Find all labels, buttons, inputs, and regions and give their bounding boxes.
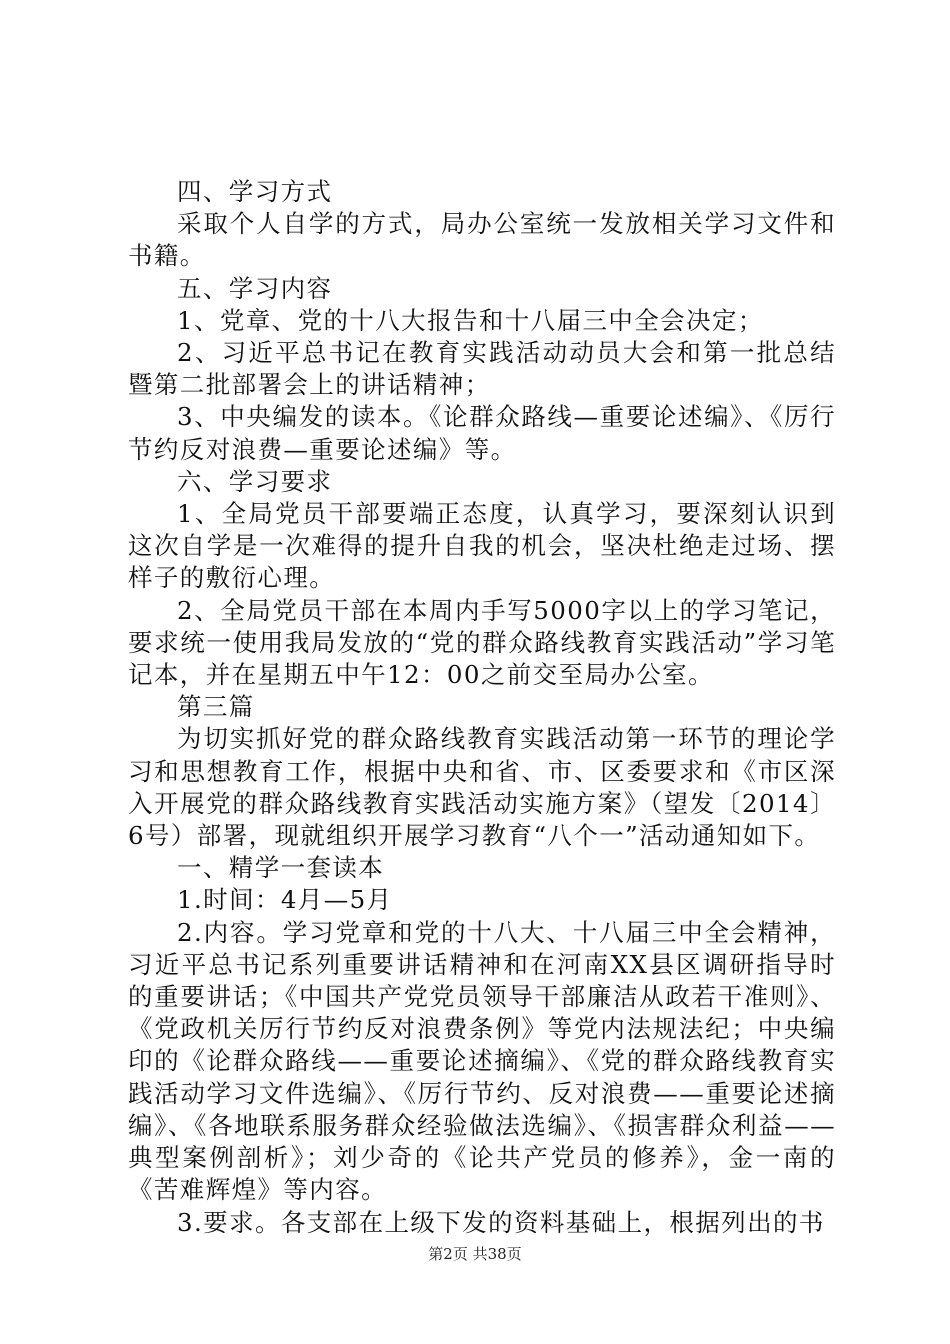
list-item: 3、中央编发的读本。《论群众路线—重要论述编》、《厉行节约反对浪费—重要论述编》等。 <box>128 402 836 464</box>
part-heading: 第三篇 <box>177 692 255 722</box>
list-item: 1.时间：4月—5月 <box>177 885 393 915</box>
list-item: 2、习近平总书记在教育实践活动动员大会和第一批总结暨第二批部署会上的讲话精神； <box>128 338 836 400</box>
list-item: 3.要求。各支部在上级下发的资料基础上，根据列出的书 <box>177 1207 825 1237</box>
section-heading-study-content: 五、学习内容 <box>177 273 333 303</box>
section-heading-study-method: 四、学习方式 <box>177 177 333 206</box>
list-item: 1、全局党员干部要端正态度，认真学习，要深刻认识到这次自学是一次难得的提升自我的机会，坚决杜绝走过场、摆样子的敷衍心理。 <box>128 499 836 593</box>
document-body <box>128 176 836 1239</box>
list-item: 2.内容。学习党章和党的十八大、十八届三中全会精神，习近平总书记系列重要讲话精神和在河南XX县区调研指导时的重要讲话；《中国共产党党员领导干部廉洁从政若干准则》、《党政机关厉行节约反对浪费条例》等党内法规法纪；中央编印的《论群众路线——重要论述摘编》、《党的群众路线教育实践活动学习文件选编》、《厉行节约、反对浪费——重要论述摘编》、《各地联系服务群众经验做法选编》、《损害群众利益——典型案例剖析》；刘少奇的《论共产党员的修养》，金一南的《苦难辉煌》等内容。 <box>128 917 836 1205</box>
section-heading: 一、精学一套读本 <box>177 853 385 883</box>
list-item: 1、党章、党的十八大报告和十八届三中全会决定； <box>177 305 764 335</box>
paragraph: 采取个人自学的方式，局办公室统一发放相关学习文件和书籍。 <box>128 209 836 271</box>
paragraph: 为切实抓好党的群众路线教育实践活动第一环节的理论学习和思想教育工作，根据中央和省、市、区委要求和《市区深入开展党的群众路线教育实践活动实施方案》（望发〔2014〕6号）部署，现就组织开展学习教育“八个一”活动通知如下。 <box>128 724 836 851</box>
page-footer: 第2页 共38页 <box>428 1245 522 1263</box>
section-heading-study-requirements: 六、学习要求 <box>177 466 333 496</box>
list-item: 2、全局党员干部在本周内手写5000字以上的学习笔记，要求统一使用我局发放的“党的群众路线教育实践活动”学习笔记本，并在星期五中午12：00之前交至局办公室。 <box>128 595 836 690</box>
